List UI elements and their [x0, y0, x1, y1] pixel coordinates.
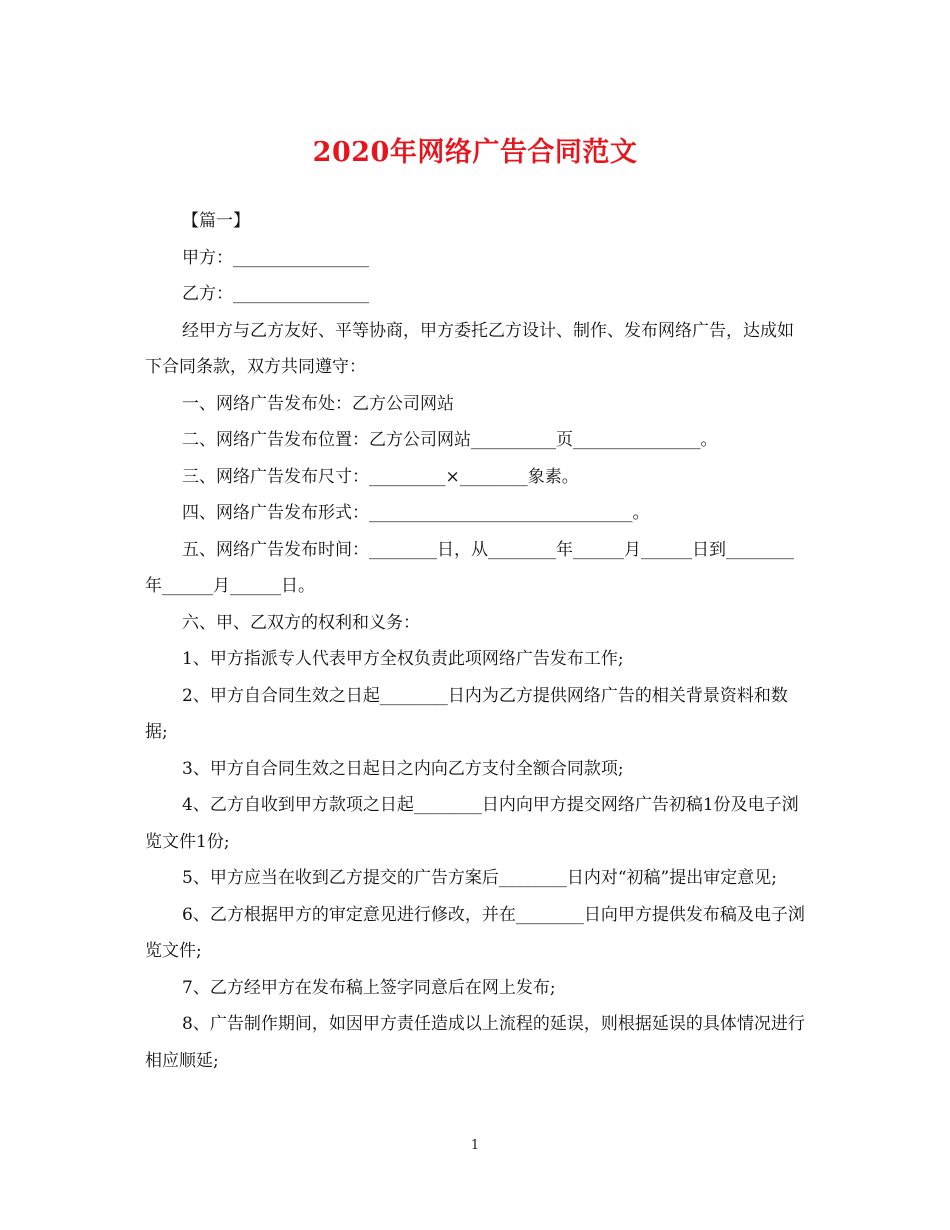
clause-1: 一、网络广告发布处：乙方公司网站: [182, 393, 454, 414]
clause-2: 二、网络广告发布位置：乙方公司网站__________页_______________。: [182, 430, 718, 450]
obligation-item: 6、乙方根据甲方的审定意见进行修改，并在________日向甲方提供发布稿及电子浏览文件;: [145, 904, 805, 961]
obligation-item: 8、广告制作期间，如因甲方责任造成以上流程的延误，则根据延误的具体情况进行相应顺延;: [145, 1014, 805, 1071]
obligation-item: 1、甲方指派专人代表甲方全权负责此项网络广告发布工作;: [182, 649, 624, 669]
obligation-item: 2、甲方自合同生效之日起________日内为乙方提供网络广告的相关背景资料和数据;: [145, 685, 788, 742]
clause-3: 三、网络广告发布尺寸：_________×________象素。: [182, 466, 579, 487]
document-body: [145, 203, 810, 1079]
page-number: 1: [470, 1138, 480, 1153]
clause-5: 五、网络广告发布时间：________日，从________年______月______日到________年______月______日。: [145, 539, 794, 596]
obligation-item: 3、甲方自合同生效之日起日之内向乙方支付全额合同款项;: [182, 758, 624, 779]
clause-4: 四、网络广告发布形式：_______________________________。: [182, 503, 650, 523]
party-a-line: 甲方：________________: [182, 247, 369, 268]
intro-paragraph: 经甲方与乙方友好、平等协商，甲方委托乙方设计、制作、发布网络广告，达成如下合同条款，双方共同遵守：: [145, 320, 794, 377]
clause-6-heading: 六、甲、乙双方的权利和义务：: [182, 612, 420, 633]
party-b-line: 乙方：________________: [182, 284, 369, 304]
obligation-item: 7、乙方经甲方在发布稿上签字同意后在网上发布;: [182, 977, 556, 998]
section-heading: 【篇一】: [182, 211, 250, 231]
obligation-item: 5、甲方应当在收到乙方提交的广告方案后________日内对“初稿”提出审定意见;: [182, 868, 777, 888]
obligation-item: 4、乙方自收到甲方款项之日起________日内向甲方提交网络广告初稿1份及电子浏览文件1份;: [145, 795, 799, 852]
document-title: 2020年网络广告合同范文: [312, 137, 638, 168]
